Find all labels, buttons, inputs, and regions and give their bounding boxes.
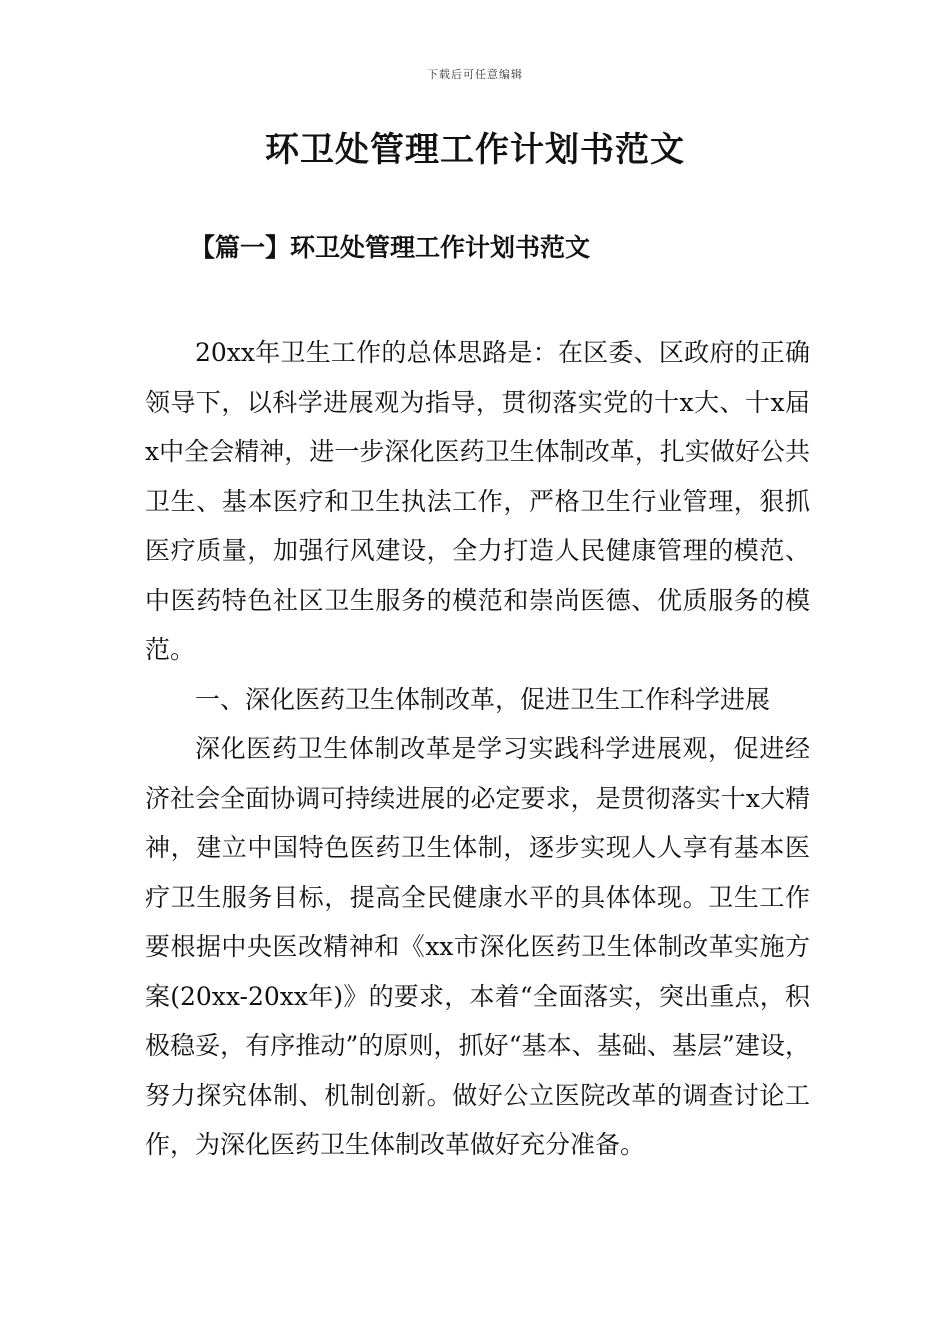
section-heading: 【篇一】环卫处管理工作计划书范文	[190, 233, 591, 262]
header-note: 下载后可任意编辑	[427, 68, 523, 81]
paragraph-subheading: 一、深化医药卫生体制改革，促进卫生工作科学进展	[195, 684, 771, 714]
paragraph-reform: 深化医药卫生体制改革是学习实践科学进展观，促进经济社会全面协调可持续进展的必定要求，是贯彻落实十x大精神，建立中国特色医药卫生体制，逐步实现人人享有基本医疗卫生服务目标，提高全民健康水平的具体体现。卫生工作要根据中央医改精神和《xx市深化医药卫生体制改革实施方案(20xx-20xx年)》的要求，本着“全面落实，突出重点，积极稳妥，有序推动”的原则，抓好“基本、基础、基层”建设，努力探究体制、机制创新。做好公立医院改革的调查讨论工作，为深化医药卫生体制改革做好充分准备。	[145, 734, 810, 1159]
document-body	[145, 328, 810, 1170]
document-title: 环卫处管理工作计划书范文	[265, 130, 685, 170]
paragraph-overview: 20xx年卫生工作的总体思路是：在区委、区政府的正确领导下，以科学进展观为指导，贯彻落实党的十x大、十x届x中全会精神，进一步深化医药卫生体制改革，扎实做好公共卫生、基本医疗和卫生执法工作，严格卫生行业管理，狠抓医疗质量，加强行风建设，全力打造人民健康管理的模范、中医药特色社区卫生服务的模范和崇尚医德、优质服务的模范。	[145, 338, 810, 664]
